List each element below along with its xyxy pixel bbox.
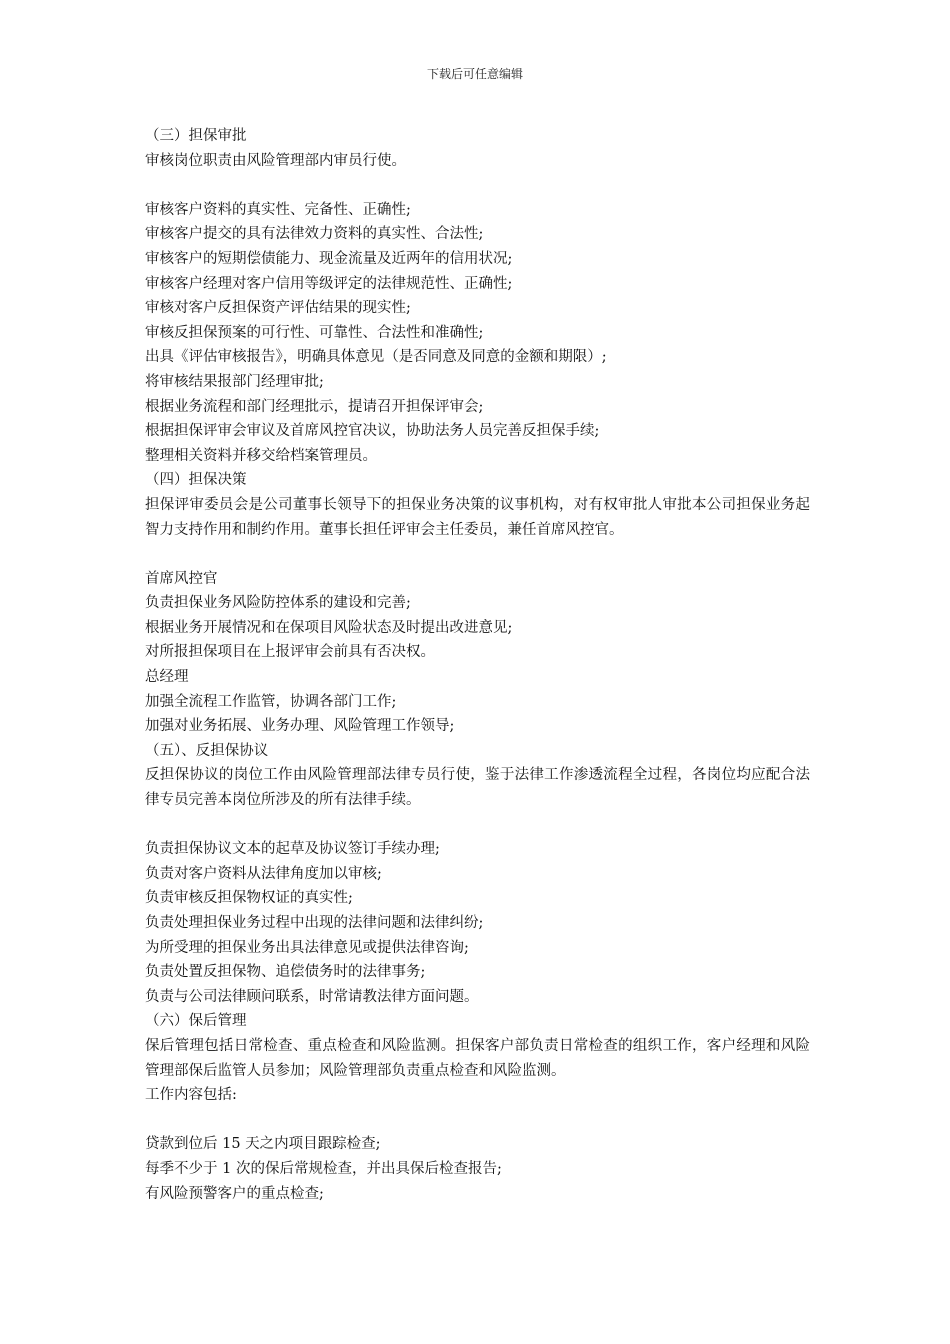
- text-line: 对所报担保项目在上报评审会前具有否决权。: [145, 644, 435, 661]
- document-body: [145, 124, 810, 1206]
- text-line: 负责对客户资料从法律角度加以审核;: [145, 865, 382, 882]
- text-line: 审核对客户反担保资产评估结果的现实性;: [145, 300, 411, 317]
- paragraph: 反担保协议的岗位工作由风险管理部法律专员行使，鉴于法律工作渗透流程全过程，各岗位均应配合法律专员完善本岗位所涉及的所有法律手续。: [145, 767, 810, 809]
- text-line: 为所受理的担保业务出具法律意见或提供法律咨询;: [145, 939, 469, 956]
- text-line: 有风险预警客户的重点检查;: [145, 1185, 324, 1202]
- text-line: （四）担保决策: [145, 472, 247, 489]
- paragraph: 保后管理包括日常检查、重点检查和风险监测。担保客户部负责日常检查的组织工作，客户经理和风险管理部保后监管人员参加；风险管理部负责重点检查和风险监测。: [145, 1037, 810, 1079]
- blank-line: [145, 813, 810, 838]
- page-header: 下载后可任意编辑: [426, 67, 523, 81]
- text-line: 工作内容包括:: [145, 1087, 237, 1104]
- text-line: 负责审核反担保物权证的真实性;: [145, 890, 353, 907]
- text-line: 贷款到位后 15 天之内项目跟踪检查;: [145, 1136, 381, 1153]
- text-line: 负责担保协议文本的起草及协议签订手续办理;: [145, 841, 440, 858]
- text-line: 加强全流程工作监管，协调各部门工作;: [145, 693, 397, 710]
- blank-line: [145, 542, 810, 567]
- text-line: 审核客户提交的具有法律效力资料的真实性、合法性;: [145, 226, 484, 243]
- text-line: 负责担保业务风险防控体系的建设和完善;: [145, 595, 411, 612]
- text-line: 总经理: [145, 669, 189, 686]
- text-line: 负责处置反担保物、追偿债务时的法律事务;: [145, 964, 426, 981]
- text-line: 负责与公司法律顾问联系，时常请教法律方面问题。: [145, 988, 479, 1005]
- text-line: 审核岗位职责由风险管理部内审员行使。: [145, 152, 406, 169]
- text-line: 出具《评估审核报告》，明确具体意见（是否同意及同意的金额和期限）;: [145, 349, 607, 366]
- text-line: 审核客户资料的真实性、完备性、正确性;: [145, 201, 411, 218]
- text-line: 审核反担保预案的可行性、可靠性、合法性和准确性;: [145, 324, 484, 341]
- text-line: 根据业务开展情况和在保项目风险状态及时提出改进意见;: [145, 619, 513, 636]
- text-line: 每季不少于 1 次的保后常规检查，并出具保后检查报告;: [145, 1160, 502, 1177]
- text-line: 审核客户经理对客户信用等级评定的法律规范性、正确性;: [145, 275, 513, 292]
- text-line: 审核客户的短期偿债能力、现金流量及近两年的信用状况;: [145, 250, 513, 267]
- text-line: 加强对业务拓展、业务办理、风险管理工作领导;: [145, 718, 455, 735]
- text-line: 首席风控官: [145, 570, 218, 587]
- text-line: 根据担保评审会审议及首席风控官决议，协助法务人员完善反担保手续;: [145, 423, 600, 440]
- blank-line: [145, 173, 810, 198]
- text-line: 负责处理担保业务过程中出现的法律问题和法律纠纷;: [145, 915, 484, 931]
- text-line: 整理相关资料并移交给档案管理员。: [145, 447, 377, 464]
- text-line: 根据业务流程和部门经理批示，提请召开担保评审会;: [145, 398, 484, 415]
- text-line: （五）、反担保协议: [145, 742, 269, 759]
- text-line: （三）担保审批: [145, 128, 247, 144]
- paragraph: 担保评审委员会是公司董事长领导下的担保业务决策的议事机构，对有权审批人审批本公司担保业务起智力支持作用和制约作用。董事长担任评审会主任委员，兼任首席风控官。: [145, 496, 810, 538]
- text-line: （六）保后管理: [145, 1013, 247, 1030]
- text-line: 将审核结果报部门经理审批;: [145, 373, 324, 390]
- blank-line: [145, 1108, 810, 1133]
